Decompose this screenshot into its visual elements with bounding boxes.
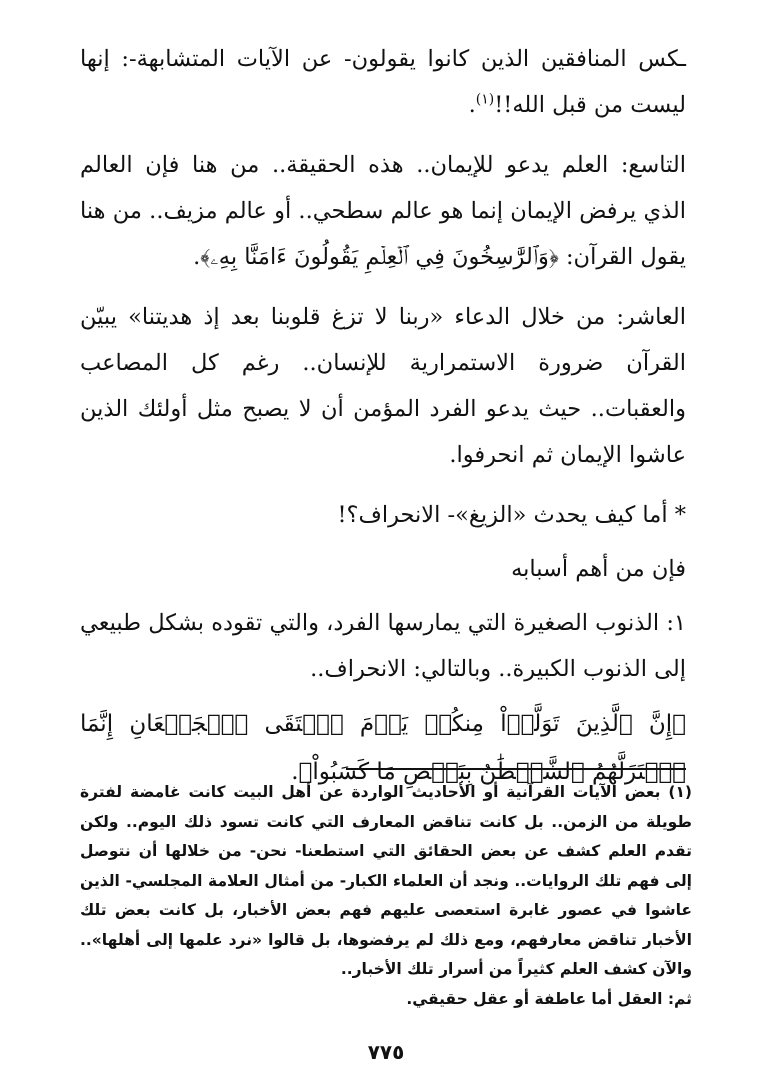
page-number: ٧٧٥ — [367, 1040, 405, 1064]
paragraph-text: ـكس المنافقين الذين كانوا يقولون- عن الآيات المتشابهة-: إنها ليست من قبل الله!! — [80, 46, 686, 118]
paragraph-tenth: العاشر: من خلال الدعاء «ربنا لا تزغ قلوبنا بعد إذ هديتنا» يبيّن القرآن ضرورة الاستمرارية للإنسان.. رغم كل المصاعب والعقبات.. حيث يدعو الفرد المؤمن أن لا يصبح مثل أولئك الذين عاشوا الإيمان ثم انحرفوا. — [80, 304, 686, 468]
paragraph-question: * أما كيف يحدث «الزيغ»- الانحراف؟! — [337, 502, 686, 528]
footnotes — [80, 778, 692, 1014]
quran-verse: ﴿وَٱلرَّٰسِخُونَ فِي ٱلۡعِلۡمِ يَقُولُونَ ءَامَنَّا بِهِۦ﴾. — [193, 244, 559, 270]
footnote-reference[interactable]: (١) — [475, 91, 495, 108]
paragraph-ninth — [80, 142, 686, 280]
main-text — [80, 36, 686, 796]
paragraph-causes: فإن من أهم أسبابه — [511, 556, 686, 582]
footnote-2: ثم: العقل أما عاطفة أو عقل حقيقي. — [406, 989, 692, 1008]
footnote-separator — [346, 768, 686, 770]
quran-verse-block: ﴿إِنَّ ٱلَّذِينَ تَوَلَّوۡاْ مِنكُمۡ يَوۡمَ ٱلۡتَقَى ٱلۡجَمۡعَانِ إِنَّمَا ٱسۡتَزَلَّهُمُ ٱلشَّيۡطَٰنُ بِبَعۡضِ مَا كَسَبُواْ﴾. — [80, 711, 686, 785]
paragraph-hypocrites — [80, 36, 686, 128]
paragraph-end: . — [468, 92, 476, 118]
footnote-1: (١) بعض الآيات القرآنية أو الأحاديث الواردة عن أهل البيت كانت غامضة لفترة طويلة من الزمن.. بل كانت تناقض المعارف التي كانت تسود ذلك اليوم.. ولكن تقدم العلم كشف عن بعض الحقائق التي استطعنا- نحن- من خلالها أن نتوصل إلى فهم تلك الروايات.. ونجد أن العلماء الكبار- من أمثال العلامة المجلسي- الذين عاشوا في عصور غابرة استعصى عليهم فهم بعض الأخبار، بل كانت بعض تلك الأخبار تناقض معارفهم، ومع ذلك لم يرفضوها، بل قالوا «نرد علمها إلى أهلها».. والآن كشف العلم كثيراً من أسرار تلك الأخبار.. — [80, 783, 692, 978]
paragraph-first-cause: ١: الذنوب الصغيرة التي يمارسها الفرد، والتي تقوده بشكل طبيعي إلى الذنوب الكبيرة.. وبالتالي: الانحراف.. — [80, 610, 686, 682]
paragraph-text: التاسع: العلم يدعو للإيمان.. هذه الحقيقة.. من هنا فإن العالم الذي يرفض الإيمان إنما هو عالم سطحي.. أو عالم مزيف.. من هنا يقول القرآن: — [80, 152, 686, 270]
